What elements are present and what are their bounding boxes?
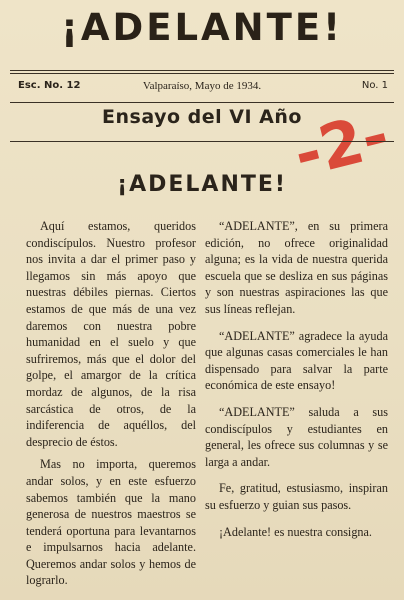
section-rule bbox=[10, 102, 394, 103]
paragraph: Fe, gratitud, estusiasmo, inspiran su esfuerzo y guian sus pasos. bbox=[205, 481, 388, 512]
school-number: Esc. No. 12 bbox=[18, 80, 81, 91]
paragraph: ¡Adelante! es nuestra consigna. bbox=[219, 524, 372, 539]
paragraph: “ADELANTE” agradece la ayuda que algunas casas comerciales le han dispensado para salvar la parte económica de este ensayo! bbox=[205, 328, 388, 393]
place-and-date: Valparaíso, Mayo de 1934. bbox=[142, 80, 262, 92]
section-rule bbox=[10, 141, 394, 142]
handwritten-page-number: -2- bbox=[286, 97, 397, 192]
right-column bbox=[205, 218, 388, 550]
issue-info-line bbox=[14, 80, 390, 96]
article-headline: ¡ADELANTE! bbox=[117, 172, 287, 197]
paragraph: Mas no importa, queremos andar solos, y en este esfuerzo sabemos también que la mano generosa de nuestros maestros se tenderá oportuna para levantarnos e impulsarnos hacia adelante. Queremos andar solos y hemos de lograrlo. bbox=[26, 457, 196, 588]
masthead-rule bbox=[10, 70, 394, 71]
masthead-title: ¡ADELANTE! bbox=[60, 6, 344, 49]
paragraph: “ADELANTE”, en su primera edición, no ofrece originalidad alguna; es la vida de nuestra querida escuela que se desliza en sus páginas y son nuestras aspiraciones las que sus líneas reflejan. bbox=[205, 219, 388, 316]
edition-subtitle: Ensayo del VI Año bbox=[102, 106, 302, 128]
issue-number: No. 1 bbox=[361, 80, 388, 91]
masthead-rule bbox=[10, 73, 394, 74]
paragraph: “ADELANTE” saluda a sus condiscípulos y estudiantes en general, les ofrece sus columnas y se larga a andar. bbox=[205, 404, 388, 469]
left-column bbox=[26, 218, 196, 595]
paragraph: Aquí estamos, queridos condiscípulos. Nuestro profesor nos invita a dar el primer paso y llegamos sin más apoyo que nuestras débiles piernas. Ciertos estamos de que más de una vez daremos con nuestra pobre humanidad en el suelo y que sufriremos, más que el dolor del golpe, el amargor de la crítica mordaz de algunos, de la risa sarcástica de otros, de la indiferencia de aquéllos, del desprecio de éstos. bbox=[26, 219, 196, 449]
